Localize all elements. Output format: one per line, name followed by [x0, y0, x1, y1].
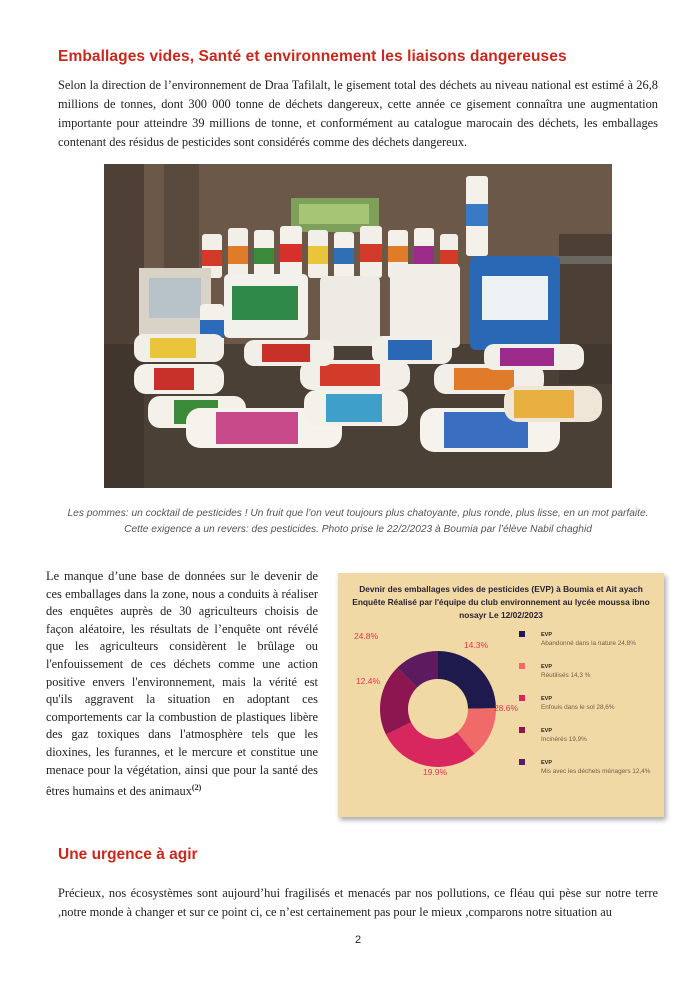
legend-swatch — [519, 759, 525, 765]
legend-head: EVP — [541, 728, 553, 734]
legend-label: Incinérés 19,9% — [541, 736, 587, 743]
chart-title-line-1: Devnir des emballages vides de pesticides (EVP) à Boumia et Ait ayach — [359, 584, 643, 594]
pesticide-containers-photo — [104, 164, 612, 488]
legend-swatch — [519, 695, 525, 701]
intro-paragraph: Selon la direction de l’environnement de Draa Tafilalt, le gisement total des déchets au niveau national est estimé à 26,8 millions de tonnes, dont 300 000 tonne de déchets dangereux, cette année ce gisement connaîtra une augmentation importante pour atteindre 39 millions de tonne, et conformément au catalogue marocain des déchets, les emballages contenant des résidus de pesticides sont considérés comme des déchets dangereux. — [58, 78, 658, 149]
legend-swatch — [519, 663, 525, 669]
legend-label: Réutilisés 14,3 % — [541, 672, 591, 679]
photo-caption: Les pommes: un cocktail de pesticides ! Un fruit que l’on veut toujours plus chatoyante, plus ronde, plus lisse, en un mot parfaite. Cette exigence a un revers: des pesticides. Photo prise le 22/2/2023 à Boumia par l’élève Nabil chaghid — [67, 508, 649, 535]
slice-value-label: 12.4% — [355, 676, 381, 686]
slice-value-label: 19.9% — [422, 767, 448, 777]
legend-head: EVP — [541, 760, 553, 766]
chart-title-line-2: Enquête Réalisé par l'équipe du club environnement au lycée moussa ibno — [352, 597, 650, 607]
body-text: Le manque d’une base de données sur le devenir de ces emballages dans la zone, nous a conduits à réaliser des enquêtes auprès de 30 agriculteurs choisis de façon aléatoire, les résultats de l’enquête ont révélé que les agriculteurs considèrent le brûlage ou l'enfouissement de ces déchets comme une action positive envers l'environnement, mais la vérité est qu'ils aggravent la situation en adoptant ces comportements car la combustion de plastiques libère des gaz toxiques dans l'atmosphère tels que les dioxines, les furannes, et le mercure et constitue une menace pour la végétation, ainsi que pour la santé des êtres humains et des animaux — [46, 569, 318, 799]
legend-head: EVP — [541, 664, 553, 670]
legend-swatch — [519, 727, 525, 733]
donut-chart — [338, 573, 664, 817]
photo-illustration — [104, 164, 612, 488]
legend-label: Enfouis dans le sol 28,6% — [541, 704, 615, 711]
legend-label: Abandonné dans la nature 24,8% — [541, 640, 636, 647]
slice-value-label: 24.8% — [353, 631, 379, 641]
page-number: 2 — [354, 934, 362, 946]
slice-value-label: 28.6% — [493, 703, 519, 713]
body-paragraph — [46, 568, 318, 801]
legend-swatch — [519, 631, 525, 637]
legend-label: Mis avec les déchets ménagers 12,4% — [541, 768, 651, 775]
legend-head: EVP — [541, 696, 553, 702]
section-title: Une urgence à agir — [58, 846, 198, 863]
donut-slice — [438, 651, 496, 709]
footnote-reference: (2) — [191, 783, 202, 793]
donut-chart-panel — [338, 573, 664, 817]
section-paragraph: Précieux, nos écosystèmes sont aujourd’hui fragilisés et menacés par nos pollutions, ce fléau qui pèse sur notre terre ,notre monde à changer et sur ce point ci, ce n’est certainement pas pour le mieux ,comparons notre situation au — [58, 886, 658, 919]
slice-value-label: 14.3% — [463, 640, 489, 650]
legend-head: EVP — [541, 632, 553, 638]
article-title: Emballages vides, Santé et environnement les liaisons dangereuses — [58, 48, 567, 65]
chart-title-line-3: nosayr Le 12/02/2023 — [459, 610, 543, 620]
